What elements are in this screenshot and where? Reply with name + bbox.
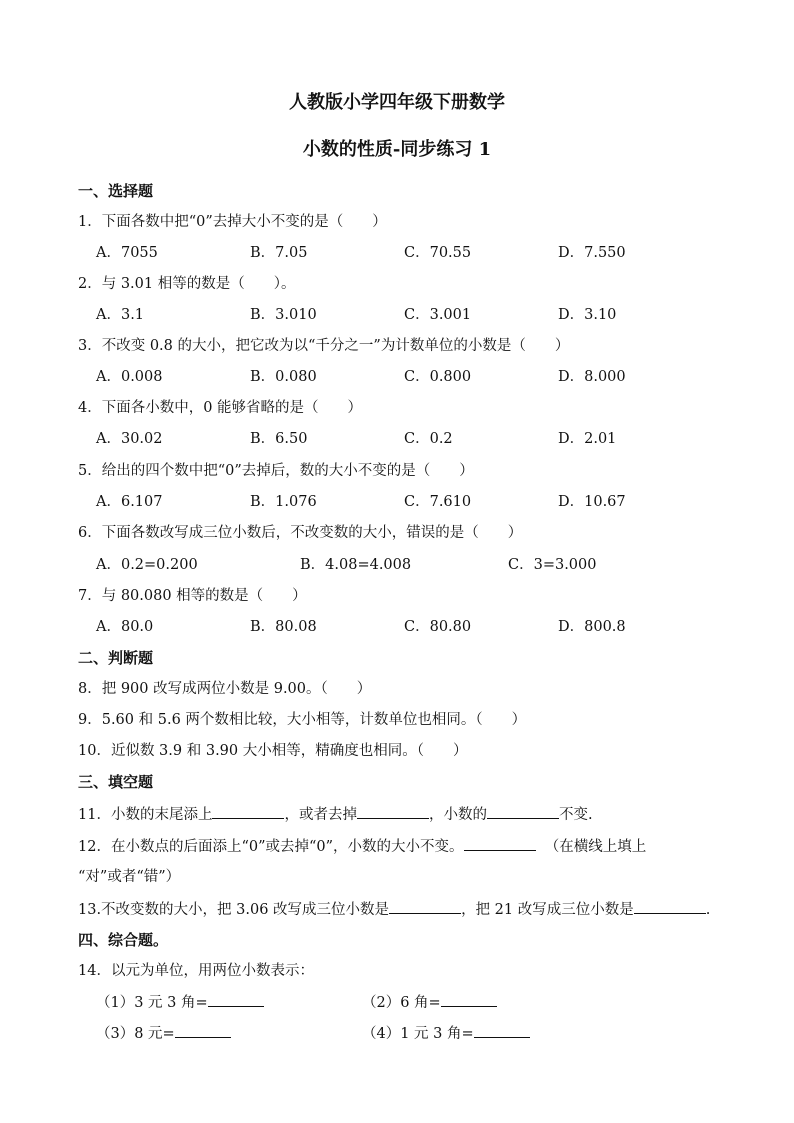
question-12-continued: “对”或者“错”） bbox=[78, 869, 181, 885]
question-13-text-2: ，把 21 改写成三位小数是 bbox=[461, 902, 634, 918]
question-13-text-3: . bbox=[705, 902, 711, 918]
answer-blank[interactable] bbox=[634, 899, 706, 914]
option-a: A．30.02 bbox=[96, 431, 163, 447]
option-b: B．4.08=4.008 bbox=[300, 557, 412, 573]
question-6: 6．下面各数改写成三位小数后，不改变数的大小，错误的是（ ） bbox=[78, 525, 523, 541]
answer-blank[interactable] bbox=[389, 899, 461, 914]
question-14-item-3 bbox=[96, 1023, 231, 1044]
option-b: B．6.50 bbox=[250, 431, 308, 447]
option-c: C．7.610 bbox=[404, 494, 472, 510]
option-d: D．800.8 bbox=[558, 619, 626, 635]
question-14-item-2 bbox=[362, 992, 497, 1013]
question-5: 5．给出的四个数中把“0”去掉后，数的大小不变的是（ ） bbox=[78, 463, 474, 479]
option-c: C．0.2 bbox=[404, 431, 453, 447]
option-a: A．0.008 bbox=[96, 369, 163, 385]
question-11-text-3: ，小数的 bbox=[428, 807, 487, 823]
option-d: D．3.10 bbox=[558, 307, 617, 323]
question-2: 2．与 3.01 相等的数是（ ）。 bbox=[78, 276, 296, 292]
item-label: （2）6 角= bbox=[362, 995, 441, 1011]
option-c: C．3.001 bbox=[404, 307, 472, 323]
option-a: A．80.0 bbox=[96, 619, 154, 635]
section-heading-judge: 二、判断题 bbox=[78, 649, 154, 667]
option-a: A．0.2=0.200 bbox=[96, 557, 198, 573]
question-14: 14．以元为单位，用两位小数表示： bbox=[78, 963, 314, 979]
question-3: 3．不改变 0.8 的大小，把它改为以“千分之一”为计数单位的小数是（ ） bbox=[78, 338, 570, 354]
option-d: D．10.67 bbox=[558, 494, 626, 510]
worksheet-title: 人教版小学四年级下册数学 bbox=[289, 92, 505, 113]
answer-blank[interactable] bbox=[208, 992, 264, 1007]
question-8: 8．把 900 改写成两位小数是 9.00。（ ） bbox=[78, 681, 372, 697]
question-1: 1．下面各数中把“0”去掉大小不变的是（ ） bbox=[78, 214, 387, 230]
question-12 bbox=[78, 836, 646, 857]
question-11 bbox=[78, 804, 593, 825]
option-c: C．3=3.000 bbox=[508, 557, 597, 573]
question-11-text-1: 11．小数的末尾添上 bbox=[78, 807, 213, 823]
question-11-text-4: 不变. bbox=[558, 807, 593, 823]
answer-blank[interactable] bbox=[357, 804, 429, 819]
answer-blank[interactable] bbox=[474, 1023, 530, 1038]
option-c: C．70.55 bbox=[404, 245, 472, 261]
option-c: C．0.800 bbox=[404, 369, 472, 385]
option-b: B．7.05 bbox=[250, 245, 308, 261]
answer-blank[interactable] bbox=[441, 992, 497, 1007]
item-label: （1）3 元 3 角= bbox=[96, 995, 208, 1011]
section-heading-comprehensive: 四、综合题。 bbox=[78, 931, 169, 949]
question-11-text-2: ，或者去掉 bbox=[284, 807, 357, 823]
option-d: D．8.000 bbox=[558, 369, 626, 385]
section-heading-fill: 三、填空题 bbox=[78, 773, 154, 791]
option-a: A．3.1 bbox=[96, 307, 145, 323]
question-10: 10．近似数 3.9 和 3.90 大小相等，精确度也相同。（ ） bbox=[78, 743, 468, 759]
worksheet-subtitle: 小数的性质-同步练习 1 bbox=[302, 139, 492, 160]
answer-blank[interactable] bbox=[175, 1023, 231, 1038]
question-14-item-4 bbox=[362, 1023, 530, 1044]
option-b: B．80.08 bbox=[250, 619, 317, 635]
option-a: A．6.107 bbox=[96, 494, 163, 510]
question-9: 9．5.60 和 5.6 两个数相比较，大小相等，计数单位也相同。（ ） bbox=[78, 712, 527, 728]
question-4: 4．下面各小数中，0 能够省略的是（ ） bbox=[78, 400, 363, 416]
item-label: （4）1 元 3 角= bbox=[362, 1026, 474, 1042]
option-b: B．1.076 bbox=[250, 494, 317, 510]
answer-blank[interactable] bbox=[212, 804, 284, 819]
option-d: D．2.01 bbox=[558, 431, 617, 447]
question-13-text-1: 13.不改变数的大小，把 3.06 改写成三位小数是 bbox=[78, 902, 390, 918]
question-12-text-1: 12．在小数点的后面添上“0”或去掉“0”，小数的大小不变。 bbox=[78, 839, 464, 855]
answer-blank[interactable] bbox=[487, 804, 559, 819]
option-d: D．7.550 bbox=[558, 245, 626, 261]
option-b: B．3.010 bbox=[250, 307, 317, 323]
option-a: A．7055 bbox=[96, 245, 158, 261]
question-7: 7．与 80.080 相等的数是（ ） bbox=[78, 588, 307, 604]
question-12-text-2: （在横线上填上 bbox=[544, 839, 647, 855]
option-b: B．0.080 bbox=[250, 369, 317, 385]
option-c: C．80.80 bbox=[404, 619, 472, 635]
question-14-item-1 bbox=[96, 992, 264, 1013]
answer-blank[interactable] bbox=[464, 836, 536, 851]
section-heading-choice: 一、选择题 bbox=[78, 182, 154, 200]
question-13 bbox=[78, 899, 710, 920]
item-label: （3）8 元= bbox=[96, 1026, 175, 1042]
